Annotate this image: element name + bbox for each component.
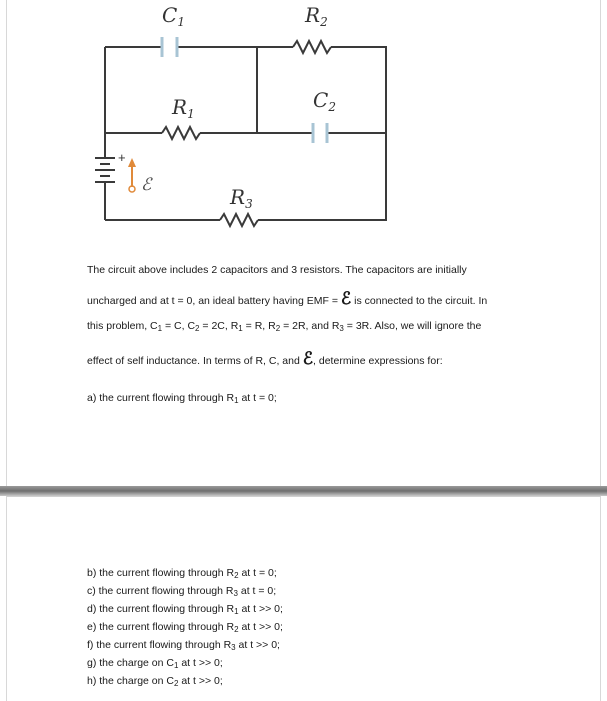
plus-sign: + bbox=[118, 150, 126, 165]
resistor-r1 bbox=[162, 127, 200, 139]
emf-label: ℰ bbox=[141, 175, 152, 195]
emf-symbol-2: ℰ bbox=[302, 349, 314, 369]
question-f: f) the current flowing through $R_3$ at t >> 0; bbox=[87, 639, 280, 652]
label-c2: $C_2$ bbox=[313, 88, 336, 114]
emf-arrow-icon bbox=[128, 158, 136, 192]
question-a: a) the current flowing through $R_1$ at t = 0; bbox=[87, 392, 277, 405]
page-2 bbox=[6, 496, 601, 701]
question-g: g) the charge on $C_1$ at t >> 0; bbox=[87, 657, 223, 670]
question-e: e) the current flowing through $R_2$ at t >> 0; bbox=[87, 621, 283, 634]
question-c: c) the current flowing through $R_3$ at t = 0; bbox=[87, 585, 277, 598]
resistor-r2 bbox=[293, 41, 331, 53]
capacitor-c1 bbox=[162, 37, 177, 57]
page-1 bbox=[6, 0, 601, 486]
problem-text-line-3: this problem, $C_1 = C$, $C_2 = 2C$, $R_1 = R$, $R_2 = 2R$, and $R_3 = 3R$. Also, we will ignore the bbox=[87, 320, 482, 333]
label-r2: $R_2$ bbox=[305, 3, 328, 29]
page-separator bbox=[0, 486, 607, 496]
label-r3: $R_3$ bbox=[230, 185, 253, 211]
emf-symbol: ℰ bbox=[340, 289, 352, 309]
label-c1: $C_1$ bbox=[162, 3, 185, 29]
capacitor-c2 bbox=[313, 123, 327, 143]
problem-text-line-2: uncharged and at t = 0, an ideal battery having EMF = ℰ is connected to the circuit. In bbox=[87, 289, 488, 309]
problem-text-line-1: The circuit above includes 2 capacitors and 3 resistors. The capacitors are initially bbox=[87, 264, 467, 276]
question-h: h) the charge on $C_2$ at t >> 0; bbox=[87, 675, 223, 688]
problem-text-line-4: effect of self inductance. In terms of R, C, and ℰ, determine expressions for: bbox=[87, 349, 443, 369]
circuit-diagram bbox=[7, 0, 602, 250]
resistor-r3 bbox=[220, 214, 258, 226]
question-b: b) the current flowing through $R_2$ at t = 0; bbox=[87, 567, 277, 580]
label-r1: $R_1$ bbox=[172, 95, 195, 121]
question-d: d) the current flowing through $R_1$ at t >> 0; bbox=[87, 603, 283, 616]
battery bbox=[95, 158, 115, 182]
